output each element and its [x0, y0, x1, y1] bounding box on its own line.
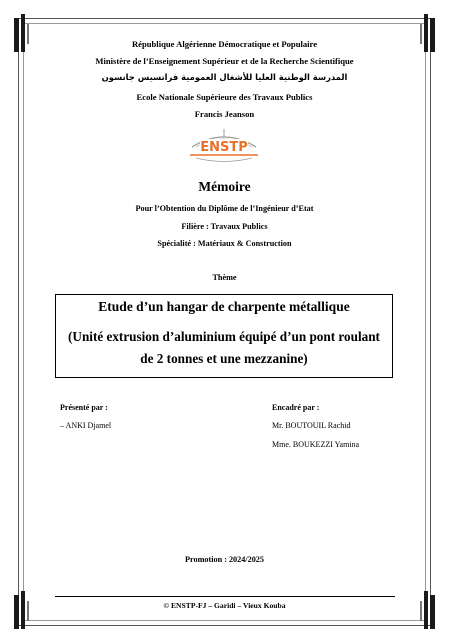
- corner-ornament-bottom-right: [407, 591, 435, 631]
- school-logo: [186, 125, 262, 165]
- presented-name: – ANKI Djamel: [60, 421, 112, 430]
- title-line-1: Etude d’un hangar de charpente métallique: [98, 299, 350, 314]
- footer-divider: [55, 596, 395, 597]
- logo-text: ENSTP: [200, 140, 248, 155]
- title-line-3: de 2 tonnes et une mezzanine): [140, 351, 308, 366]
- theme-label: Thème: [212, 273, 237, 282]
- supervisor-name: Mr. BOUTOUIL Rachid: [272, 421, 351, 430]
- promotion: Promotion : 2024/2025: [185, 555, 264, 564]
- title-line-2: (Unité extrusion d’aluminium équipé d’un pont roulant: [68, 329, 380, 344]
- supervised-label: Encadré par :: [272, 403, 320, 412]
- header-school: Ecole Nationale Supérieure des Travaux Publics: [136, 92, 313, 102]
- presented-label: Présenté par :: [60, 403, 108, 412]
- header-ministry: Ministère de l’Enseignement Supérieur et de la Recherche Scientifique: [95, 56, 354, 66]
- corner-ornament-bottom-left: [14, 591, 42, 631]
- header-arabic-school: المدرسة الوطنية العليا للأشغال العمومية فرانسيس جانسون: [101, 72, 348, 82]
- header-person: Francis Jeanson: [194, 109, 255, 119]
- document-filiere: Filière : Travaux Publics: [181, 222, 268, 231]
- title-box: [55, 294, 393, 378]
- supervisor-name: Mme. BOUKEZZI Yamina: [272, 440, 360, 449]
- document-specialite: Spécialité : Matériaux & Construction: [157, 239, 292, 248]
- document-type: Mémoire: [198, 179, 251, 194]
- logo-icon: [186, 125, 262, 165]
- footer-text: © ENSTP-FJ – Garidi – Vieux Kouba: [163, 601, 286, 610]
- header-republic: République Algérienne Démocratique et Populaire: [131, 39, 318, 49]
- document-purpose: Pour l’Obtention du Diplôme de l’Ingénieur d’Etat: [135, 204, 314, 213]
